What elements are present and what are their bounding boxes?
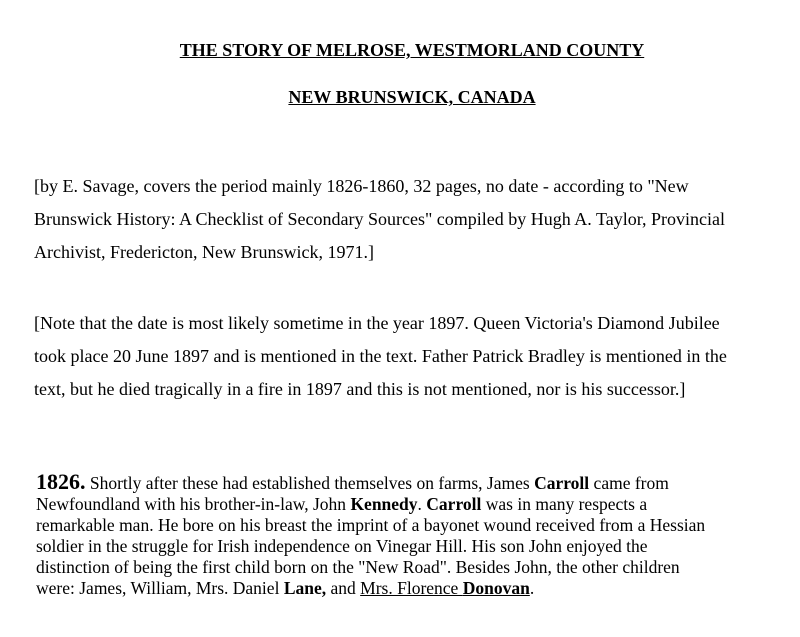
source-note-line: [by E. Savage, covers the period mainly 1826-1860, 32 pages, no date - according to "New: [34, 176, 689, 196]
source-note-line: Archivist, Fredericton, New Brunswick, 1971.]: [34, 242, 374, 262]
surname-carroll: Carroll: [426, 494, 482, 514]
document-title: THE STORY OF MELROSE, WESTMORLAND COUNTY: [179, 40, 645, 60]
entry-text: and: [326, 578, 361, 598]
surname-carroll: Carroll: [534, 473, 590, 493]
entry-text: .: [529, 578, 535, 598]
entry-line: [36, 471, 796, 494]
entry-line: remarkable man. He bore on his breast the imprint of a bayonet wound received from a Hessian: [36, 515, 706, 535]
date-note-line: [Note that the date is most likely sometime in the year 1897. Queen Victoria's Diamond Jubilee: [34, 313, 720, 333]
source-note: [34, 170, 794, 269]
entry-line: [36, 494, 796, 515]
entry-year: 1826.: [36, 469, 86, 494]
entry-text: .: [417, 494, 427, 514]
surname-donovan: Donovan: [462, 578, 530, 598]
date-note: [34, 307, 794, 406]
document-subtitle: NEW BRUNSWICK, CANADA: [288, 87, 536, 107]
surname-kennedy: Kennedy: [350, 494, 418, 514]
entry-line: [36, 578, 796, 599]
entry-text: was in many respects a: [481, 494, 648, 514]
underlined-name: [360, 578, 530, 598]
entry-text: Shortly after these had established themselves on farms, James: [85, 473, 535, 493]
entry-text: Mrs. Florence: [360, 578, 463, 598]
date-note-line: took place 20 June 1897 and is mentioned in the text. Father Patrick Bradley is mentioned in the: [34, 346, 727, 366]
entry-line: distinction of being the first child born on the "New Road". Besides John, the other children: [36, 557, 680, 577]
entry-1826: [36, 471, 796, 599]
date-note-line: text, but he died tragically in a fire in 1897 and this is not mentioned, nor is his successor.]: [34, 379, 686, 399]
entry-text: were: James, William, Mrs. Daniel: [36, 578, 284, 598]
surname-lane: Lane,: [283, 578, 327, 598]
source-note-line: Brunswick History: A Checklist of Secondary Sources" compiled by Hugh A. Taylor, Provincial: [34, 209, 725, 229]
entry-text: came from: [589, 473, 669, 493]
entry-line: soldier in the struggle for Irish independence on Vinegar Hill. His son John enjoyed the: [36, 536, 648, 556]
entry-text: Newfoundland with his brother-in-law, John: [36, 494, 351, 514]
